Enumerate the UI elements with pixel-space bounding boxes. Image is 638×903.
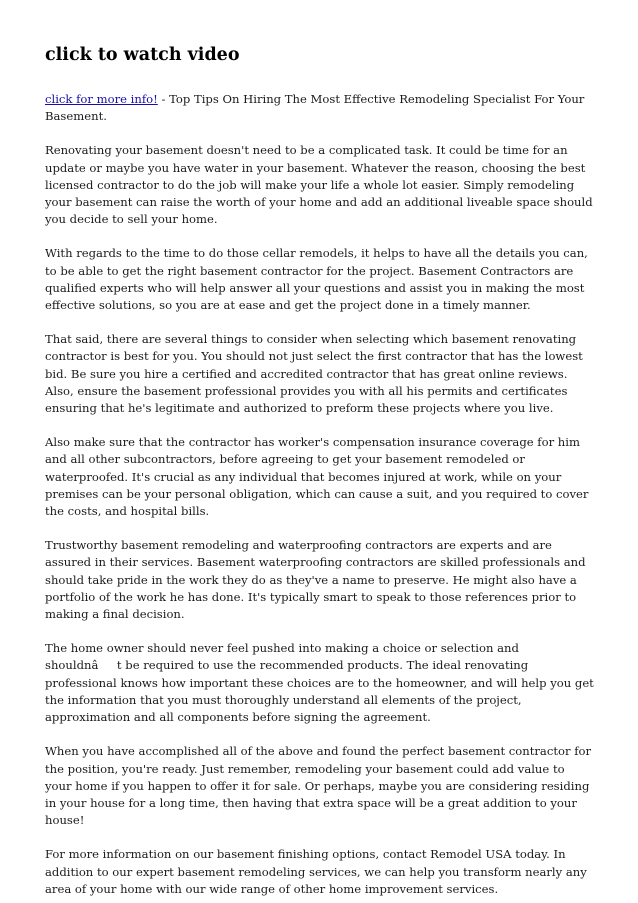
body-paragraph: The home owner should never feel pushed into making a choice or selection and shouldnât be required to use the recommended products. The ideal renovating professional knows how important these choices are to the homeowner, and will help you get the information that you must thoroughly understand all elements of the project, approximation and all components before signing the agreement. bbox=[45, 641, 594, 725]
more-info-link[interactable]: click for more info! bbox=[45, 92, 158, 106]
body-paragraph: For more information on our basement finishing options, contact Remodel USA today. In addition to our expert basement remodeling services, we can help you transform nearly any area of your home with our wide range of other home improvement services. bbox=[45, 847, 587, 896]
intro-paragraph bbox=[45, 91, 594, 125]
body-paragraph: With regards to the time to do those cellar remodels, it helps to have all the details you can, to be able to get the right basement contractor for the project. Basement Contractors are qualified experts who will help answer all your questions and assist you in making the most effective solutions, so you are at ease and get the project done in a timely manner. bbox=[45, 246, 588, 313]
page-title: click to watch video bbox=[45, 45, 240, 65]
body-paragraph: Also make sure that the contractor has worker's compensation insurance coverage for him and all other subcontractors, before agreeing to get your basement remodeled or waterproofed. It's crucial as any individual that becomes injured at work, while on your premises can be your personal obligation, which can cause a suit, and you required to cover the costs, and hospital bills. bbox=[45, 435, 589, 519]
body-paragraph: Trustworthy basement remodeling and waterproofing contractors are experts and are assured in their services. Basement waterproofing contractors are skilled professionals and should take pride in the work they do as they've a name to preserve. He might also have a portfolio of the work he has done. It's typically smart to speak to those references prior to making a final decision. bbox=[45, 538, 586, 622]
intro-text: - Top Tips On Hiring The Most Effective Remodeling Specialist For Your Basement. bbox=[45, 92, 585, 124]
body-paragraph: Renovating your basement doesn't need to be a complicated task. It could be time for an update or maybe you have water in your basement. Whatever the reason, choosing the best licensed contractor to do the job will make your life a whole lot easier. Simply remodeling your basement can raise the worth of your home and add an additional liveable space should you decide to sell your home. bbox=[45, 143, 593, 227]
body-paragraph: When you have accomplished all of the above and found the perfect basement contractor for the position, you're ready. Just remember, remodeling your basement could add value to your home if you happen to offer it for sale. Or perhaps, maybe you are considering residing in your house for a long time, then having that extra space will be a great addition to your house! bbox=[45, 744, 592, 828]
body-paragraph: That said, there are several things to consider when selecting which basement renovating contractor is best for you. You should not just select the first contractor that has the lowest bid. Be sure you hire a certified and accredited contractor that has great online reviews. Also, ensure the basement professional provides you with all his permits and certificates ensuring that he's legitimate and authorized to preform these projects where you live. bbox=[45, 332, 583, 416]
